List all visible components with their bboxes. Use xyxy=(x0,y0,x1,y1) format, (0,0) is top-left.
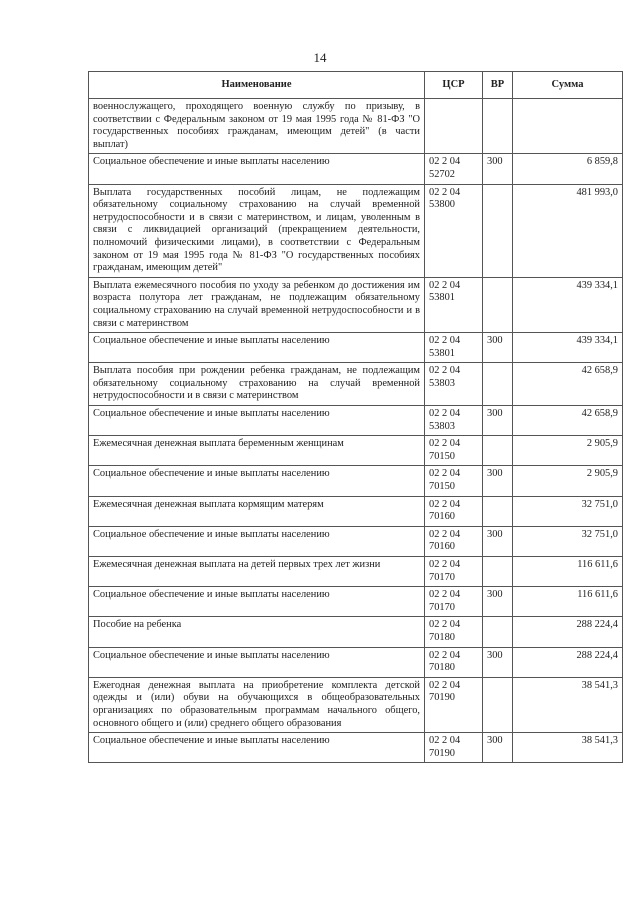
cell-sum: 481 993,0 xyxy=(513,184,623,277)
cell-csr: 02 2 04 70150 xyxy=(425,436,483,466)
cell-csr xyxy=(425,99,483,154)
table-row xyxy=(89,496,623,526)
cell-vr xyxy=(483,557,513,587)
cell-sum: 439 334,1 xyxy=(513,277,623,332)
table-row xyxy=(89,406,623,436)
cell-name: Социальное обеспечение и иные выплаты населению xyxy=(89,333,425,363)
cell-csr: 02 2 04 70160 xyxy=(425,496,483,526)
cell-vr xyxy=(483,363,513,406)
cell-csr: 02 2 04 53801 xyxy=(425,333,483,363)
table-header-row xyxy=(89,72,623,99)
cell-sum: 32 751,0 xyxy=(513,526,623,556)
cell-sum: 38 541,3 xyxy=(513,677,623,732)
cell-name: Социальное обеспечение и иные выплаты населению xyxy=(89,406,425,436)
cell-vr xyxy=(483,436,513,466)
cell-csr: 02 2 04 70190 xyxy=(425,733,483,763)
cell-sum xyxy=(513,99,623,154)
cell-csr: 02 2 04 70160 xyxy=(425,526,483,556)
cell-sum: 288 224,4 xyxy=(513,617,623,647)
cell-name: Социальное обеспечение и иные выплаты населению xyxy=(89,733,425,763)
cell-name: Ежегодная денежная выплата на приобретение комплекта детской одежды и (или) обуви на обучающихся в общеобразовательных организациях по образовательным программам начального общего, основного общего и (или) среднего общего образования xyxy=(89,677,425,732)
table-row xyxy=(89,99,623,154)
cell-sum: 288 224,4 xyxy=(513,647,623,677)
cell-sum: 38 541,3 xyxy=(513,733,623,763)
table-row xyxy=(89,333,623,363)
cell-vr xyxy=(483,277,513,332)
cell-vr: 300 xyxy=(483,406,513,436)
header-name: Наименование xyxy=(89,72,425,99)
table-row xyxy=(89,277,623,332)
cell-name: Социальное обеспечение и иные выплаты населению xyxy=(89,587,425,617)
cell-name: Социальное обеспечение и иные выплаты населению xyxy=(89,647,425,677)
table-row xyxy=(89,617,623,647)
header-sum: Сумма xyxy=(513,72,623,99)
table-row xyxy=(89,363,623,406)
cell-sum: 42 658,9 xyxy=(513,406,623,436)
cell-sum: 116 611,6 xyxy=(513,587,623,617)
cell-name: Ежемесячная денежная выплата на детей первых трех лет жизни xyxy=(89,557,425,587)
budget-table xyxy=(88,71,623,763)
cell-sum: 2 905,9 xyxy=(513,466,623,496)
page-number: 14 xyxy=(313,50,327,65)
cell-csr: 02 2 04 53803 xyxy=(425,363,483,406)
table-row xyxy=(89,677,623,732)
cell-sum: 2 905,9 xyxy=(513,436,623,466)
cell-sum: 439 334,1 xyxy=(513,333,623,363)
table-row xyxy=(89,526,623,556)
cell-vr: 300 xyxy=(483,154,513,184)
cell-csr: 02 2 04 52702 xyxy=(425,154,483,184)
cell-sum: 32 751,0 xyxy=(513,496,623,526)
cell-csr: 02 2 04 70170 xyxy=(425,557,483,587)
table-row xyxy=(89,184,623,277)
table-row xyxy=(89,466,623,496)
cell-name: Выплата пособия при рождении ребенка гражданам, не подлежащим обязательному социальному страхованию на случай временной нетрудоспособности и в связи с материнством xyxy=(89,363,425,406)
cell-vr: 300 xyxy=(483,647,513,677)
cell-name: военнослужащего, проходящего военную службу по призыву, в соответствии с Федеральным законом от 19 мая 1995 года № 81-ФЗ "О государственных пособиях гражданам, имеющим детей" (в части выплат) xyxy=(89,99,425,154)
cell-csr: 02 2 04 53801 xyxy=(425,277,483,332)
table-row xyxy=(89,587,623,617)
cell-vr xyxy=(483,677,513,732)
table-row xyxy=(89,154,623,184)
cell-name: Социальное обеспечение и иные выплаты населению xyxy=(89,526,425,556)
table-row xyxy=(89,436,623,466)
header-csr: ЦСР xyxy=(425,72,483,99)
cell-csr: 02 2 04 53803 xyxy=(425,406,483,436)
cell-vr xyxy=(483,496,513,526)
cell-csr: 02 2 04 70170 xyxy=(425,587,483,617)
cell-csr: 02 2 04 70150 xyxy=(425,466,483,496)
cell-vr xyxy=(483,617,513,647)
cell-vr: 300 xyxy=(483,466,513,496)
table-row xyxy=(89,557,623,587)
cell-sum: 42 658,9 xyxy=(513,363,623,406)
table-row xyxy=(89,647,623,677)
cell-csr: 02 2 04 53800 xyxy=(425,184,483,277)
cell-vr: 300 xyxy=(483,333,513,363)
cell-sum: 6 859,8 xyxy=(513,154,623,184)
cell-name: Выплата ежемесячного пособия по уходу за ребенком до достижения им возраста полутора лет гражданам, не подлежащим обязательному социальному страхованию на случай временной нетрудоспособности и в связи с материнством xyxy=(89,277,425,332)
cell-name: Выплата государственных пособий лицам, не подлежащим обязательному социальному страхованию на случай временной нетрудоспособности и в связи с материнством, и лицам, уволенным в связи с ликвидацией организаций (прекращением деятельности, полномочий физическими лицами), в соответствии с Федеральным законом от 19 мая 1995 года № 81-ФЗ "О государственных пособиях гражданам, имеющим детей" xyxy=(89,184,425,277)
cell-name: Пособие на ребенка xyxy=(89,617,425,647)
cell-name: Ежемесячная денежная выплата кормящим матерям xyxy=(89,496,425,526)
cell-csr: 02 2 04 70180 xyxy=(425,617,483,647)
cell-vr: 300 xyxy=(483,587,513,617)
cell-name: Ежемесячная денежная выплата беременным женщинам xyxy=(89,436,425,466)
cell-vr xyxy=(483,184,513,277)
cell-sum: 116 611,6 xyxy=(513,557,623,587)
cell-name: Социальное обеспечение и иные выплаты населению xyxy=(89,466,425,496)
cell-vr xyxy=(483,99,513,154)
header-vr: ВР xyxy=(483,72,513,99)
cell-csr: 02 2 04 70190 xyxy=(425,677,483,732)
cell-vr: 300 xyxy=(483,526,513,556)
cell-vr: 300 xyxy=(483,733,513,763)
table-row xyxy=(89,733,623,763)
cell-name: Социальное обеспечение и иные выплаты населению xyxy=(89,154,425,184)
cell-csr: 02 2 04 70180 xyxy=(425,647,483,677)
